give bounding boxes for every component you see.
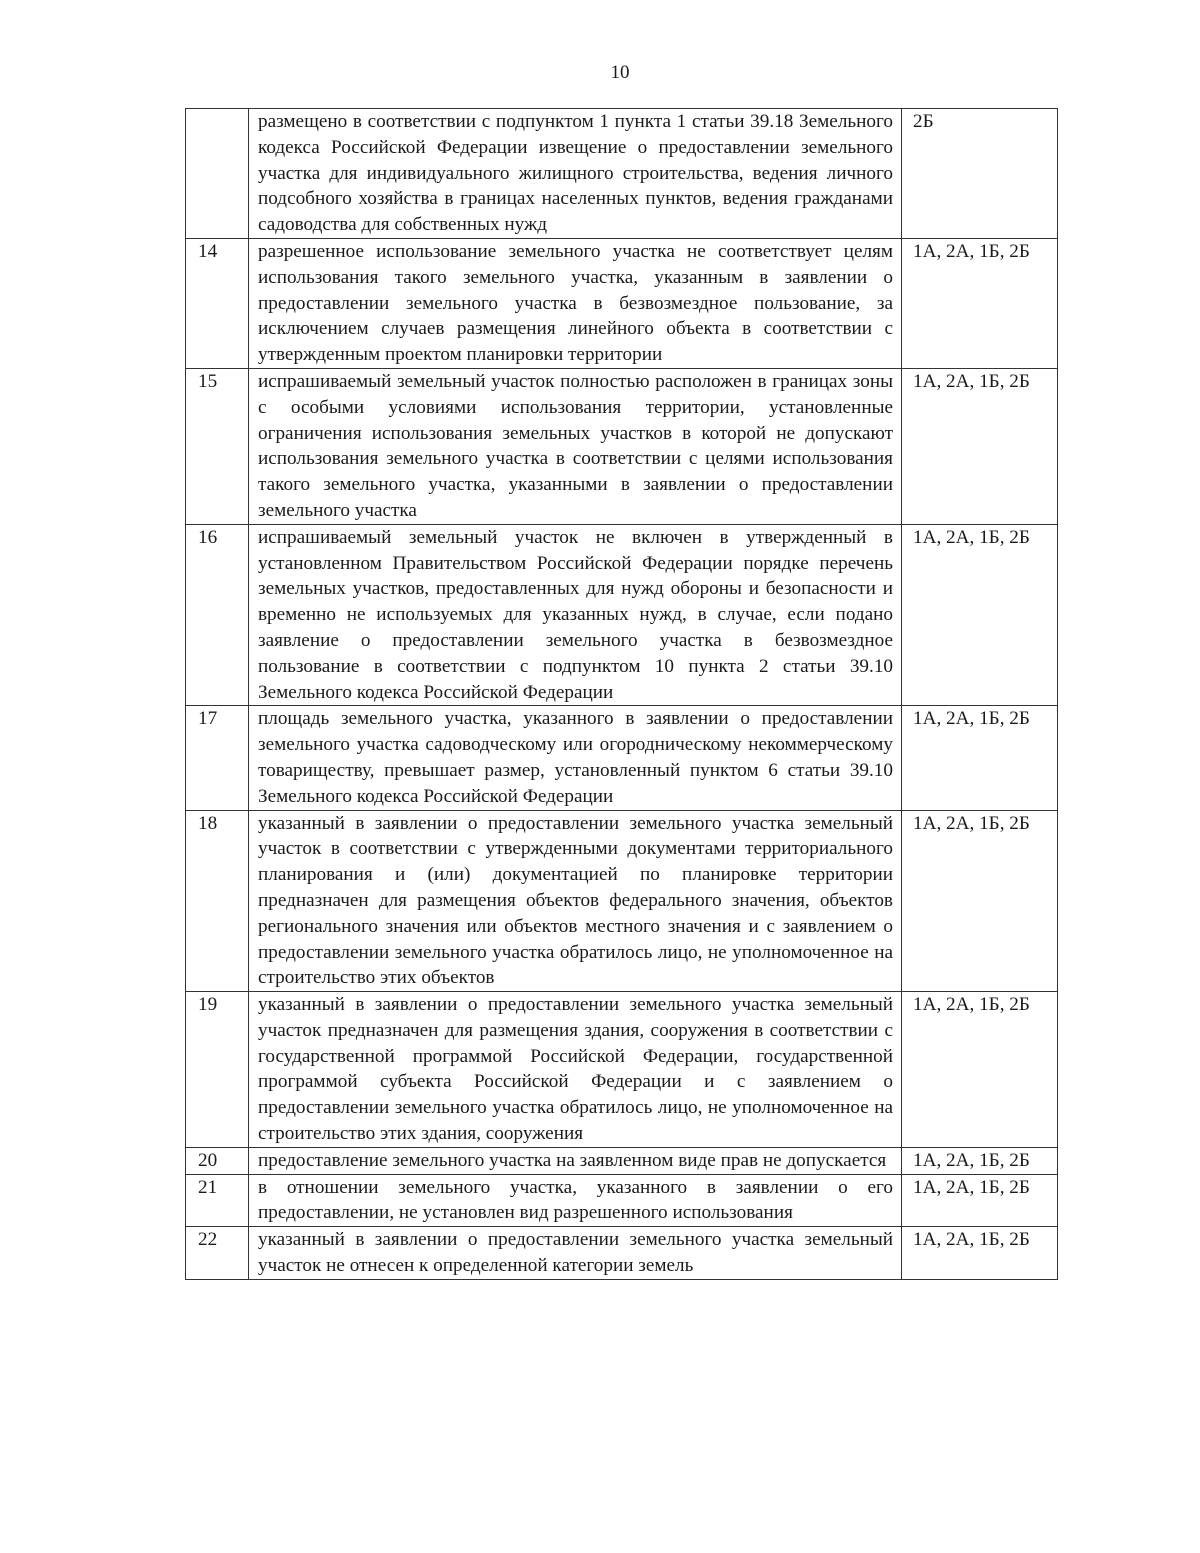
row-text: указанный в заявлении о предоставлении земельного участка земельный участок предназначен для размещения здания, сооружения в соответствии с государственной программой Российской Федерации, государственной программой субъекта Российской Федерации и с заявлением о предоставлении земельного участка обратилось лицо, не уполномоченное на строительство этих здания, сооружения — [249, 992, 902, 1148]
table-row — [186, 109, 1058, 239]
row-number: 20 — [186, 1147, 249, 1174]
row-codes: 1А, 2А, 1Б, 2Б — [902, 810, 1058, 992]
row-text: испрашиваемый земельный участок не включен в утвержденный в установленном Правительством Российской Федерации порядке перечень земельных участков, предоставленных для нужд обороны и безопасности и временно не используемых для указанных нужд, в случае, если подано заявление о предоставлении земельного участка в безвозмездное пользование в соответствии с подпунктом 10 пункта 2 статьи 39.10 Земельного кодекса Российской Федерации — [249, 524, 902, 706]
row-text: в отношении земельного участка, указанного в заявлении о его предоставлении, не установлен вид разрешенного использования — [249, 1174, 902, 1227]
row-number — [186, 109, 249, 239]
row-number: 22 — [186, 1227, 249, 1280]
table-row — [186, 1147, 1058, 1174]
table-row — [186, 368, 1058, 524]
row-number: 18 — [186, 810, 249, 992]
row-codes: 1А, 2А, 1Б, 2Б — [902, 706, 1058, 810]
row-codes: 1А, 2А, 1Б, 2Б — [902, 524, 1058, 706]
row-codes: 2Б — [902, 109, 1058, 239]
row-text: указанный в заявлении о предоставлении земельного участка земельный участок в соответствии с утвержденными документами территориального планирования и (или) документацией по планировке территории предназначен для размещения объектов федерального значения, объектов регионального значения или объектов местного значения и с заявлением о предоставлении земельного участка обратилось лицо, не уполномоченное на строительство этих объектов — [249, 810, 902, 992]
table-row — [186, 810, 1058, 992]
table-row — [186, 1174, 1058, 1227]
row-text: испрашиваемый земельный участок полностью расположен в границах зоны с особыми условиями использования территории, установленные ограничения использования земельных участков в которой не допускают использования земельного участка в соответствии с целями использования такого земельного участка, указанными в заявлении о предоставлении земельного участка — [249, 368, 902, 524]
row-text: размещено в соответствии с подпунктом 1 пункта 1 статьи 39.18 Земельного кодекса Российской Федерации извещение о предоставлении земельного участка для индивидуального жилищного строительства, ведения личного подсобного хозяйства в границах населенных пунктов, ведения гражданами садоводства для собственных нужд — [249, 109, 902, 239]
row-codes: 1А, 2А, 1Б, 2Б — [902, 238, 1058, 368]
row-number: 15 — [186, 368, 249, 524]
table-row — [186, 992, 1058, 1148]
row-number: 16 — [186, 524, 249, 706]
row-number: 17 — [186, 706, 249, 810]
row-number: 14 — [186, 238, 249, 368]
grounds-table — [185, 108, 1058, 1280]
table-row — [186, 524, 1058, 706]
row-text: разрешенное использование земельного участка не соответствует целям использования такого земельного участка, указанным в заявлении о предоставлении земельного участка в безвозмездное пользование, за исключением случаев размещения линейного объекта в соответствии с утвержденным проектом планировки территории — [249, 238, 902, 368]
row-number: 21 — [186, 1174, 249, 1227]
table-row — [186, 238, 1058, 368]
table-row — [186, 706, 1058, 810]
row-codes: 1А, 2А, 1Б, 2Б — [902, 1174, 1058, 1227]
row-codes: 1А, 2А, 1Б, 2Б — [902, 1147, 1058, 1174]
table-row — [186, 1227, 1058, 1280]
page-number: 10 — [610, 62, 630, 83]
row-text: предоставление земельного участка на заявленном виде прав не допускается — [249, 1147, 902, 1174]
row-codes: 1А, 2А, 1Б, 2Б — [902, 368, 1058, 524]
row-text: указанный в заявлении о предоставлении земельного участка земельный участок не отнесен к определенной категории земель — [249, 1227, 902, 1280]
row-number: 19 — [186, 992, 249, 1148]
row-codes: 1А, 2А, 1Б, 2Б — [902, 992, 1058, 1148]
row-text: площадь земельного участка, указанного в заявлении о предоставлении земельного участка садоводческому или огородническому некоммерческому товариществу, превышает размер, установленный пунктом 6 статьи 39.10 Земельного кодекса Российской Федерации — [249, 706, 902, 810]
row-codes: 1А, 2А, 1Б, 2Б — [902, 1227, 1058, 1280]
